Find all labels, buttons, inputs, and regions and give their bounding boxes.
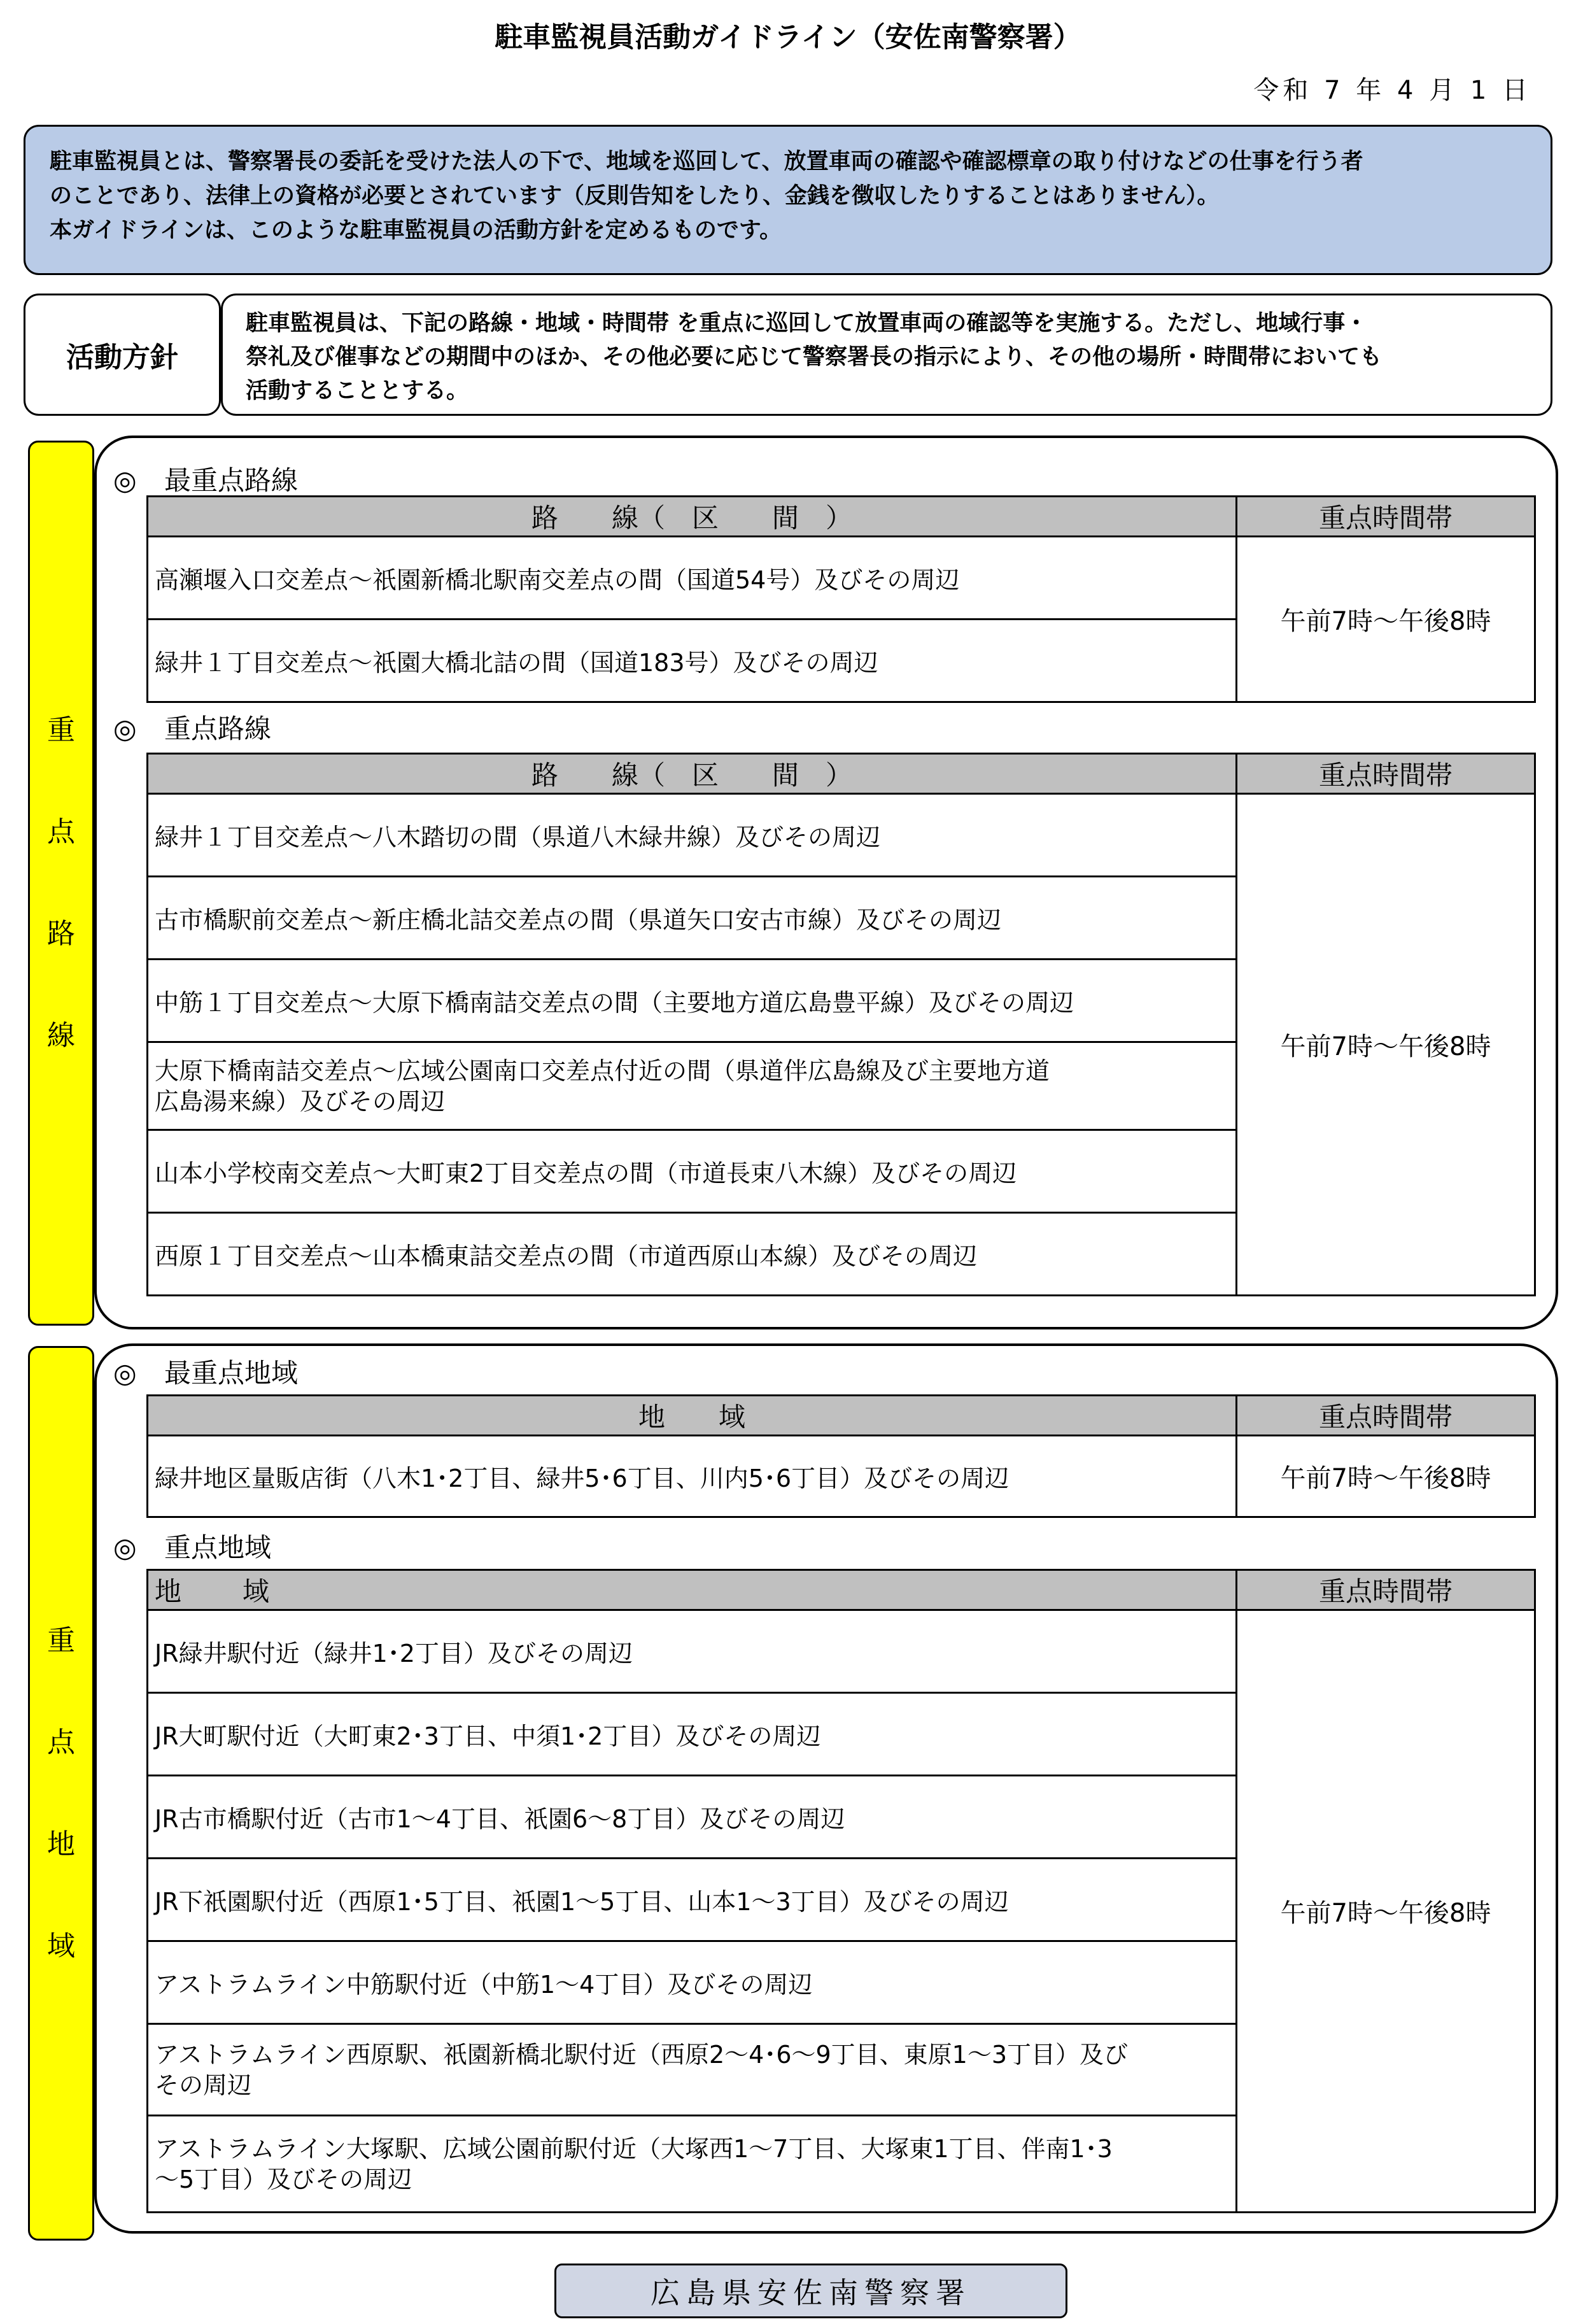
area-cell-line: アストラムライン大塚駅、広域公園前駅付近（大塚西1～7丁目、大塚東1丁目、伴南1･3 xyxy=(155,2134,1113,2163)
route-cell: 緑井１丁目交差点～祇園大橋北詰の間（国道183号）及びその周辺 xyxy=(148,620,1237,702)
area-cell: JR大町駅付近（大町東2･3丁目、中須1･2丁目）及びその周辺 xyxy=(148,1693,1237,1776)
tab-char: 重 xyxy=(47,1624,75,1657)
policy-line: 祭礼及び催事などの期間中のほか、その他必要に応じて警察署長の指示により、その他の場所・時間帯においても xyxy=(246,344,1383,370)
column-header-time: 重点時間帯 xyxy=(1237,497,1535,537)
time-cell: 午前7時～午後8時 xyxy=(1237,1610,1535,2213)
route-cell: 西原１丁目交差点～山本橋東詰交差点の間（市道西原山本線）及びその周辺 xyxy=(148,1213,1237,1296)
section-heading-priority-areas xyxy=(113,1527,271,1565)
double-circle-icon: ◎ xyxy=(113,1357,137,1389)
issue-date: 令和 7 年 4 月 1 日 xyxy=(1253,76,1531,105)
tab-char: 点 xyxy=(47,816,75,848)
route-cell: 山本小学校南交差点～大町東2丁目交差点の間（市道長束八木線）及びその周辺 xyxy=(148,1130,1237,1213)
area-cell xyxy=(148,2116,1237,2213)
area-cell: JR下祇園駅付近（西原1･5丁目、祇園1～5丁目、山本1～3丁目）及びその周辺 xyxy=(148,1859,1237,1941)
policy-text-box xyxy=(221,294,1552,416)
column-header-area: 地 域 xyxy=(148,1570,1237,1610)
double-circle-icon: ◎ xyxy=(113,713,137,744)
tab-char: 路 xyxy=(47,918,75,950)
route-cell: 中筋１丁目交差点～大原下橋南詰交差点の間（主要地方道広島豊平線）及びその周辺 xyxy=(148,960,1237,1042)
column-header-time: 重点時間帯 xyxy=(1237,754,1535,794)
section-heading-top-priority-routes xyxy=(113,460,298,498)
tab-char: 点 xyxy=(47,1725,75,1759)
area-cell-line: アストラムライン西原駅、祇園新橋北駅付近（西原2～4･6～9丁目、東原1～3丁目）及び xyxy=(155,2040,1129,2069)
page-title: 駐車監視員活動ガイドライン（安佐南警察署） xyxy=(495,21,1081,53)
area-cell-line: その周辺 xyxy=(155,2071,252,2099)
route-cell: 古市橋駅前交差点～新庄橋北詰交差点の間（県道矢口安古市線）及びその周辺 xyxy=(148,877,1237,960)
tab-char: 地 xyxy=(47,1827,75,1860)
tab-char: 域 xyxy=(47,1929,75,1962)
intro-line: 駐車監視員とは、警察署長の委託を受けた法人の下で、地域を巡回して、放置車両の確認や確認標章の取り付けなどの仕事を行う者 xyxy=(50,149,1363,174)
route-cell-line: 広島湯来線）及びその周辺 xyxy=(155,1087,446,1116)
tab-char: 線 xyxy=(47,1019,75,1052)
route-cell: 高瀬堰入口交差点～祇園新橋北駅南交差点の間（国道54号）及びその周辺 xyxy=(148,537,1237,620)
area-cell: 緑井地区量販店街（八木1･2丁目、緑井5･6丁目、川内5･6丁目）及びその周辺 xyxy=(148,1436,1237,1517)
areas-side-tab xyxy=(28,1346,94,2241)
column-header-time: 重点時間帯 xyxy=(1237,1570,1535,1610)
section-heading-top-priority-areas xyxy=(113,1352,298,1391)
time-cell: 午前7時～午後8時 xyxy=(1237,794,1535,1296)
double-circle-icon: ◎ xyxy=(113,1532,137,1563)
priority-areas-table xyxy=(146,1569,1536,2213)
heading-label: 重点地域 xyxy=(164,1532,272,1563)
column-header-route: 路 線（ 区 間 ） xyxy=(148,754,1237,794)
routes-side-tab xyxy=(28,441,94,1326)
intro-box xyxy=(24,125,1552,275)
intro-line: のことであり、法律上の資格が必要とされています（反則告知をしたり、金銭を徴収したりすることはありません）。 xyxy=(50,183,1220,209)
intro-line: 本ガイドラインは、このような駐車監視員の活動方針を定めるものです。 xyxy=(50,218,782,243)
area-cell-line: ～5丁目）及びその周辺 xyxy=(155,2165,412,2193)
area-cell: JR古市橋駅付近（古市1～4丁目、祇園6～8丁目）及びその周辺 xyxy=(148,1776,1237,1859)
heading-label: 最重点地域 xyxy=(164,1357,299,1389)
time-cell: 午前7時～午後8時 xyxy=(1237,1436,1535,1517)
area-cell: JR緑井駅付近（緑井1･2丁目）及びその周辺 xyxy=(148,1610,1237,1693)
route-cell: 緑井１丁目交差点～八木踏切の間（県道八木緑井線）及びその周辺 xyxy=(148,794,1237,877)
column-header-time: 重点時間帯 xyxy=(1237,1396,1535,1436)
area-cell xyxy=(148,2024,1237,2116)
tab-char: 重 xyxy=(47,714,75,746)
section-heading-priority-routes xyxy=(113,708,271,746)
heading-label: 重点路線 xyxy=(164,713,272,744)
double-circle-icon: ◎ xyxy=(113,465,137,496)
top-priority-areas-table xyxy=(146,1394,1536,1518)
area-cell: アストラムライン中筋駅付近（中筋1～4丁目）及びその周辺 xyxy=(148,1941,1237,2024)
top-priority-routes-table xyxy=(146,495,1536,703)
column-header-route: 路 線（ 区 間 ） xyxy=(148,497,1237,537)
route-cell xyxy=(148,1042,1237,1130)
policy-line: 駐車監視員は、下記の路線・地域・時間帯 を重点に巡回して放置車両の確認等を実施する。ただし、地域行事・ xyxy=(246,311,1368,336)
route-cell-line: 大原下橋南詰交差点～広域公園南口交差点付近の間（県道伴広島線及び主要地方道 xyxy=(155,1056,1050,1085)
priority-routes-table xyxy=(146,753,1536,1296)
heading-label: 最重点路線 xyxy=(164,465,299,496)
time-cell: 午前7時～午後8時 xyxy=(1237,537,1535,702)
policy-line: 活動することとする。 xyxy=(246,378,469,404)
policy-label: 活動方針 xyxy=(24,294,221,416)
police-station-footer: 広島県安佐南警察署 xyxy=(554,2264,1067,2318)
column-header-area: 地 域 xyxy=(148,1396,1237,1436)
